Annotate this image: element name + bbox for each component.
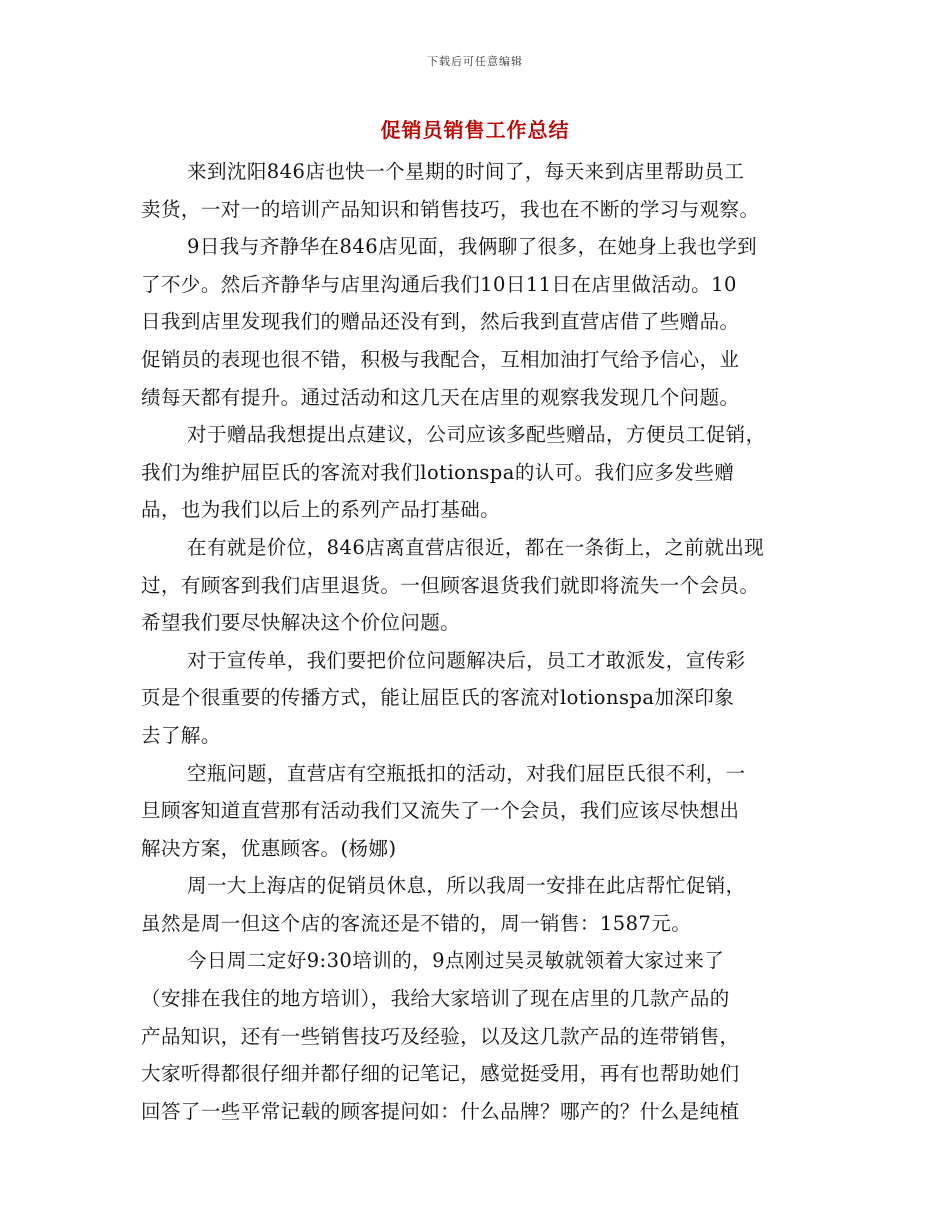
paragraph-line: 对于宣传单，我们要把价位问题解决后，员工才敢派发，宣传彩 (187, 648, 746, 672)
paragraph-line: 去了解。 (141, 723, 221, 747)
paragraph-line: 今日周二定好9:30培训的，9点刚过吴灵敏就领着大家过来了 (187, 949, 725, 973)
paragraph-line: 回答了一些平常记载的顾客提问如：什么品牌？哪产的？什么是纯植 (141, 1099, 740, 1123)
paragraph-line: 产品知识，还有一些销售技巧及经验，以及这几款产品的连带销售， (141, 1024, 740, 1048)
paragraph-line: 来到沈阳846店也快一个星期的时间了，每天来到店里帮助员工 (187, 160, 745, 183)
paragraph-line: 品，也为我们以后上的系列产品打基础。 (141, 498, 501, 522)
paragraph-line: 旦顾客知道直营那有活动我们又流失了一个会员，我们应该尽快想出 (141, 799, 740, 823)
paragraph-line: 9日我与齐静华在846店见面，我俩聊了很多，在她身上我也学到 (187, 235, 758, 259)
paragraph-line: 页是个很重要的传播方式，能让屈臣氏的客流对lotionspa加深印象 (141, 686, 735, 710)
paragraph-line: 周一大上海店的促销员休息，所以我周一安排在此店帮忙促销， (187, 874, 746, 898)
paragraph-line: 在有就是价位，846店离直营店很近，都在一条街上，之前就出现 (187, 535, 765, 559)
paragraph-line: 空瓶问题，直营店有空瓶抵扣的活动，对我们屈臣氏很不利，一 (187, 761, 746, 785)
paragraph-line: 日我到店里发现我们的赠品还没有到，然后我到直营店借了些赠品。 (141, 310, 740, 334)
paragraph-line: 卖货，一对一的培训产品知识和销售技巧，我也在不断的学习与观察。 (141, 197, 760, 221)
paragraph-line: 虽然是周一但这个店的客流还是不错的，周一销售：1587元。 (141, 911, 692, 935)
paragraph-line: 希望我们要尽快解决这个价位问题。 (141, 611, 461, 635)
paragraph-line: 对于赠品我想提出点建议，公司应该多配些赠品，方便员工促销， (187, 423, 766, 447)
paragraph-line: 我们为维护屈臣氏的客流对我们lotionspa的认可。我们应多发些赠 (141, 460, 735, 484)
document-body (141, 153, 813, 1130)
paragraph-line: 过，有顾客到我们店里退货。一但顾客退货我们就即将流失一个会员。 (141, 573, 760, 597)
paragraph-line: 促销员的表现也很不错，积极与我配合，互相加油打气给予信心，业 (141, 347, 740, 371)
paragraph-line: 解决方案，优惠顾客。(杨娜) (141, 836, 397, 860)
document-title: 促销员销售工作总结 (380, 118, 570, 142)
page-header-note: 下载后可任意编辑 (427, 55, 523, 68)
paragraph-line: （安排在我住的地方培训），我给大家培训了现在店里的几款产品的 (141, 987, 730, 1011)
paragraph-line: 大家听得都很仔细并都仔细的记笔记，感觉挺受用，再有也帮助她们 (141, 1062, 740, 1086)
paragraph-line: 绩每天都有提升。通过活动和这几天在店里的观察我发现几个问题。 (141, 385, 740, 409)
paragraph-line: 了不少。然后齐静华与店里沟通后我们10日11日在店里做活动。10 (141, 272, 737, 296)
